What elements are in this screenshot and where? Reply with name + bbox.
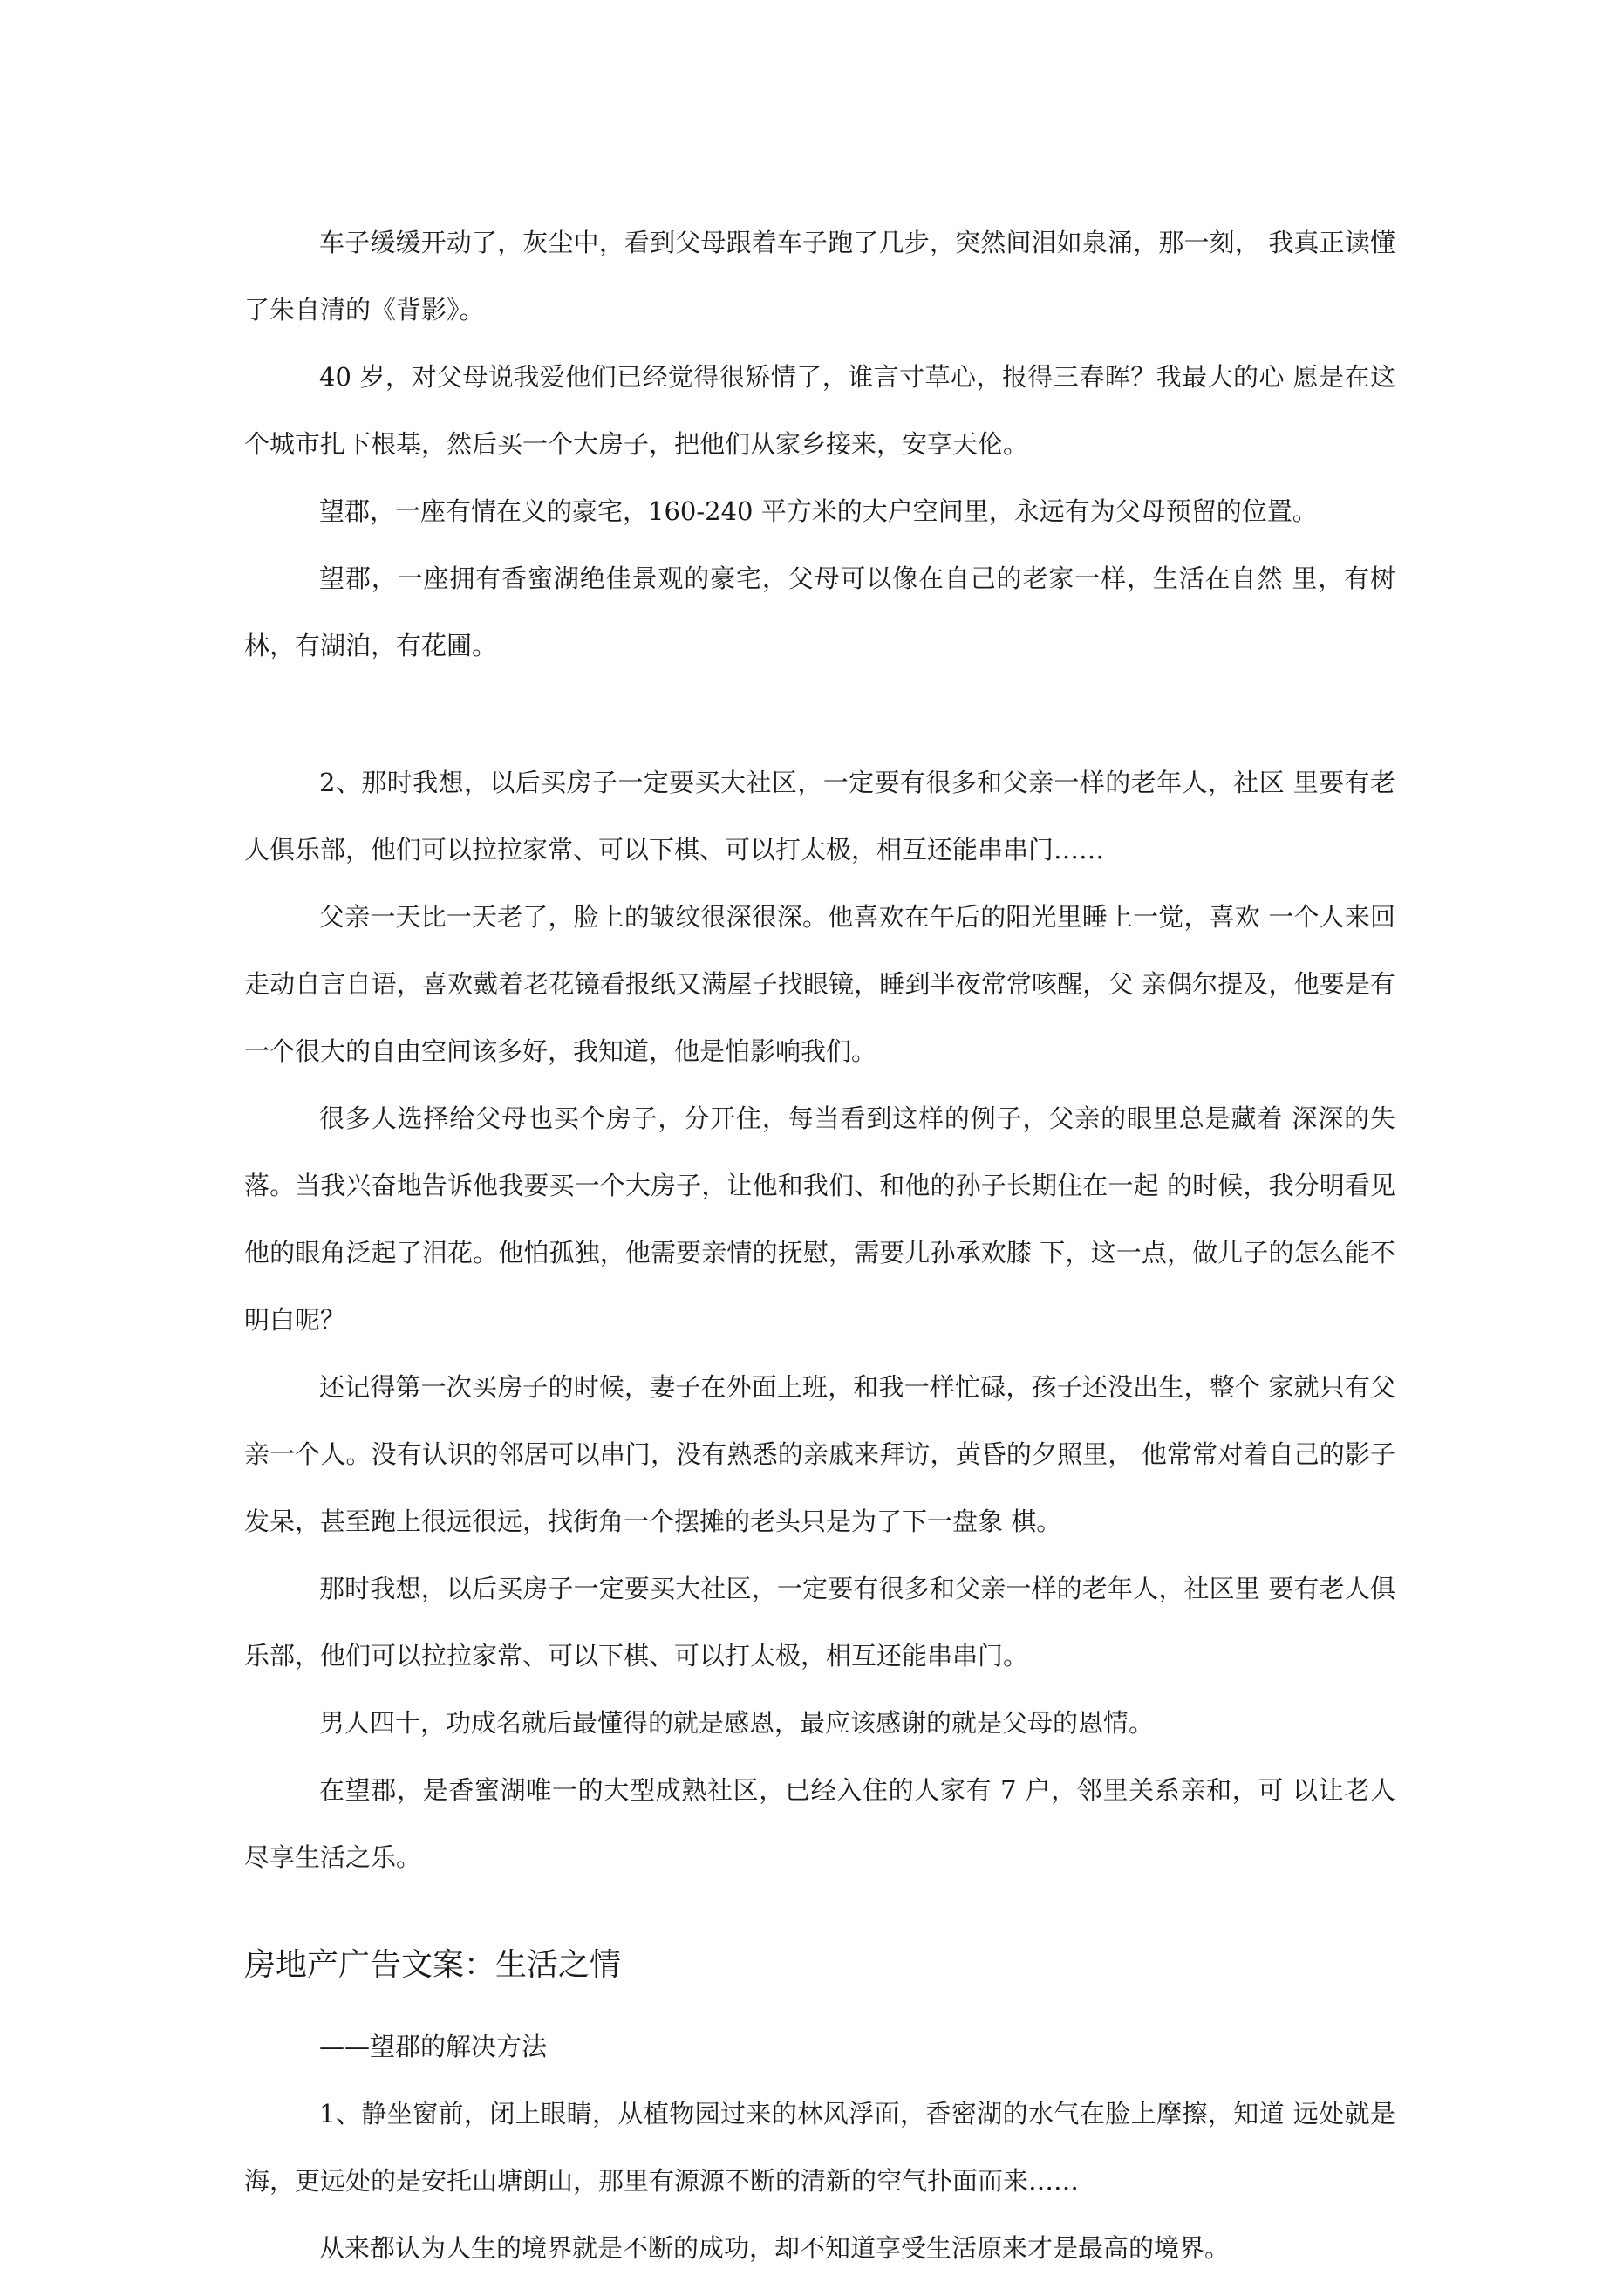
paragraph: 父亲一天比一天老了，脸上的皱纹很深很深。他喜欢在午后的阳光里睡上一觉，喜欢 一个人来回走动自言自语，喜欢戴着老花镜看报纸又满屋子找眼镜，睡到半夜常常咳醒，父 亲偶尔提及，他要是有一个很大的自由空间该多好，我知道，他是怕影响我们。 xyxy=(244,902,1395,1066)
paragraph: 望郡，一座有情在义的豪宅，160-240 平方米的大户空间里，永远有为父母预留的位置。 xyxy=(319,496,1318,526)
section-heading: 房地产广告文案：生活之情 xyxy=(244,1947,622,1983)
section-subtitle: ——望郡的解决方法 xyxy=(319,2032,548,2061)
section-spacer xyxy=(244,680,1395,749)
paragraph: 很多人选择给父母也买个房子，分开住，每当看到这样的例子，父亲的眼里总是藏着 深深的失落。当我兴奋地告诉他我要买一个大房子，让他和我们、和他的孙子长期住在一起 的时候，我分明看见他的眼角泛起了泪花。他怕孤独，他需要亲情的抚慰，需要儿孙承欢膝 下，这一点，做儿子的怎么能不明白呢？ xyxy=(244,1104,1395,1335)
paragraph: 1、静坐窗前，闭上眼睛，从植物园过来的林风浮面，香密湖的水气在脸上摩擦，知道 远处就是海，更远处的是安托山塘朗山，那里有源源不断的清新的空气扑面而来…… xyxy=(244,2099,1395,2196)
document-body xyxy=(244,209,1395,2282)
paragraph: 还记得第一次买房子的时候，妻子在外面上班，和我一样忙碌，孩子还没出生，整个 家就只有父亲一个人。没有认识的邻居可以串门，没有熟悉的亲戚来拜访，黄昏的夕照里， 他常常对着自己的影子发呆，甚至跑上很远很远，找街角一个摆摊的老头只是为了下一盘象 棋。 xyxy=(244,1372,1395,1536)
paragraph: 男人四十，功成名就后最懂得的就是感恩，最应该感谢的就是父母的恩情。 xyxy=(319,1708,1155,1738)
paragraph: 从来都认为人生的境界就是不断的成功，却不知道享受生活原来才是最高的境界。 xyxy=(319,2233,1231,2263)
paragraph: 2、那时我想，以后买房子一定要买大社区，一定要有很多和父亲一样的老年人，社区 里要有老人俱乐部，他们可以拉拉家常、可以下棋、可以打太极，相互还能串串门…… xyxy=(244,768,1395,864)
paragraph: 车子缓缓开动了，灰尘中，看到父母跟着车子跑了几步，突然间泪如泉涌，那一刻， 我真正读懂了朱自清的《背影》。 xyxy=(244,228,1395,325)
paragraph: 40 岁，对父母说我爱他们已经觉得很矫情了，谁言寸草心，报得三春晖？我最大的心 愿是在这个城市扎下根基，然后买一个大房子，把他们从家乡接来，安享天伦。 xyxy=(244,362,1395,459)
paragraph: 望郡，一座拥有香蜜湖绝佳景观的豪宅，父母可以像在自己的老家一样，生活在自然 里，有树林，有湖泊，有花圃。 xyxy=(244,564,1395,660)
paragraph: 在望郡，是香蜜湖唯一的大型成熟社区，已经入住的人家有 7 户，邻里关系亲和，可 以让老人尽享生活之乐。 xyxy=(244,1775,1395,1872)
paragraph: 那时我想，以后买房子一定要买大社区，一定要有很多和父亲一样的老年人，社区里 要有老人俱乐部，他们可以拉拉家常、可以下棋、可以打太极，相互还能串串门。 xyxy=(244,1574,1395,1671)
